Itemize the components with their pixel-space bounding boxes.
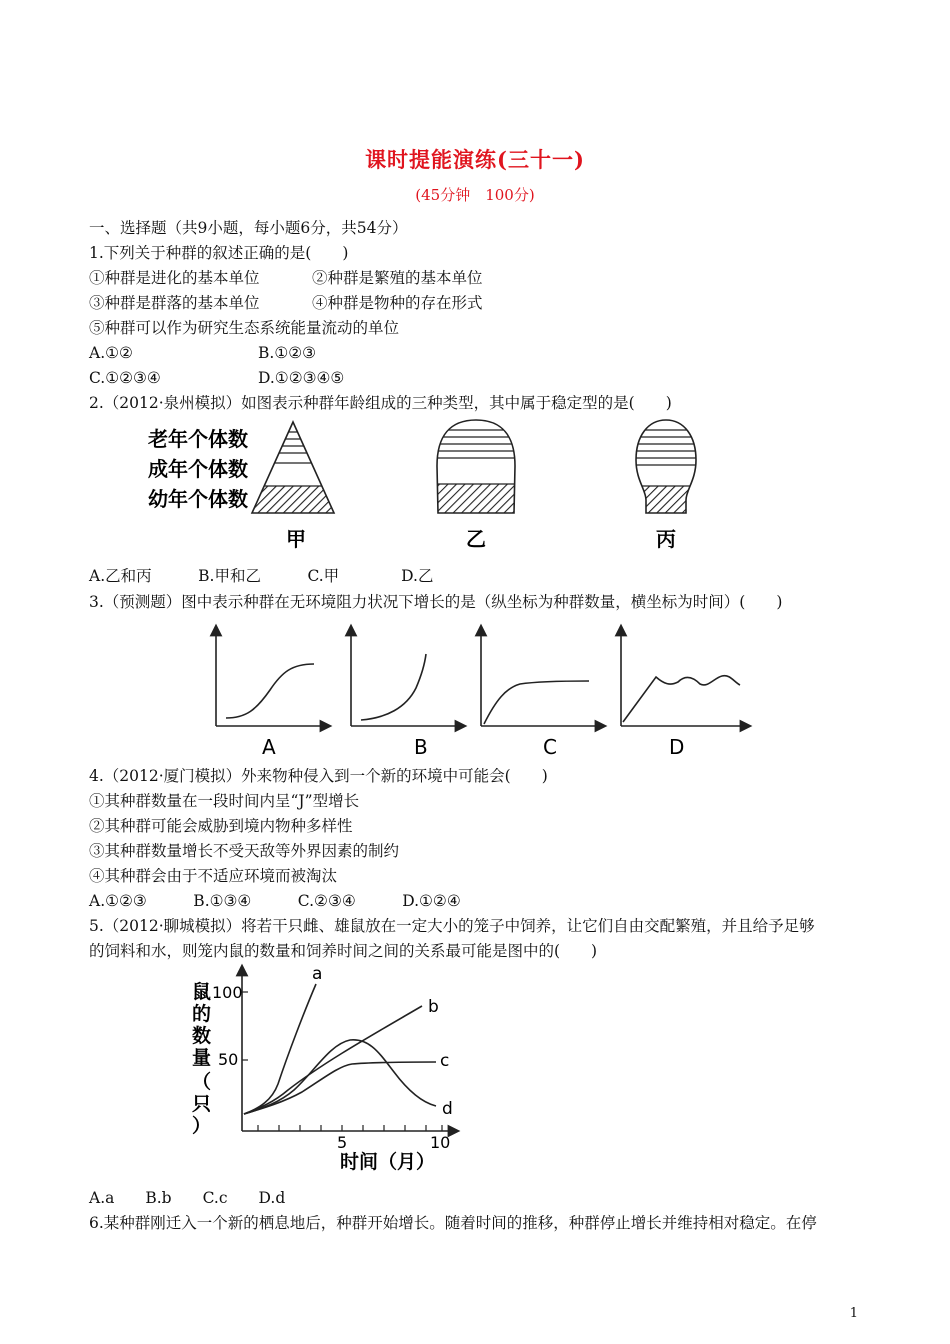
page-number: 1 <box>849 1306 858 1321</box>
label-adult: 成年个体数 <box>148 457 248 481</box>
q4-statement-1: ①其种群数量在一段时间内呈“J”型增长 <box>89 792 360 810</box>
q3-stem: 3.（预测题）图中表示种群在无环境阻力状况下增长的是（纵坐标为种群数量，横坐标为时间）( ) <box>89 593 783 611</box>
x-tick-5: 5 <box>337 1133 348 1152</box>
label-d: D <box>669 735 685 759</box>
q5-stem-line-1: 5.（2012·聊城模拟）将若干只雌、雄鼠放在一定大小的笼子中饲养，让它们自由交配繁殖，并且给予足够 <box>89 917 815 935</box>
q1-statement-2: ②种群是繁殖的基本单位 <box>312 269 483 287</box>
q1-stem: 1.下列关于种群的叙述正确的是( ) <box>89 244 349 262</box>
q4-stem: 4.（2012·厦门模拟）外来物种侵入到一个新的环境中可能会( ) <box>89 767 548 785</box>
growth-curves-figure <box>200 622 760 760</box>
q1-option-c: C.①②③④ <box>89 369 161 387</box>
section-heading: 一、选择题（共9小题，每小题6分，共54分） <box>89 219 408 237</box>
graph-d <box>621 630 746 726</box>
label-bing: 丙 <box>656 527 676 551</box>
page-subtitle: (45分钟 100分) <box>415 186 535 204</box>
label-yi: 乙 <box>466 527 486 551</box>
q5-stem-line-2: 的饲料和水，则笼内鼠的数量和饲养时间之间的关系最可能是图中的( ) <box>89 942 598 960</box>
curve-c-label: c <box>440 1051 450 1071</box>
q1-statement-5: ⑤种群可以作为研究生态系统能量流动的单位 <box>89 319 400 337</box>
label-c: C <box>543 735 557 759</box>
age-structure-figure <box>140 418 700 558</box>
y-axis-label: 鼠的数量（只） <box>192 981 212 1137</box>
label-jia: 甲 <box>286 527 306 551</box>
label-young: 幼年个体数 <box>148 487 248 511</box>
q4-statement-3: ③其种群数量增长不受天敌等外界因素的制约 <box>89 842 400 860</box>
q4-options: A.①②③ B.①③④ C.②③④ D.①②④ <box>89 892 461 910</box>
page-title: 课时提能演练(三十一) <box>365 147 585 172</box>
curve-a <box>244 984 316 1114</box>
x-tick-10: 10 <box>430 1133 451 1152</box>
label-b: B <box>414 735 428 759</box>
label-a: A <box>262 735 276 759</box>
pyramid-bing <box>630 420 700 514</box>
q2-options: A.乙和丙 B.甲和乙 C.甲 D.乙 <box>89 567 434 585</box>
graph-b <box>351 630 461 726</box>
q5-options: A.a B.b C.c D.d <box>89 1189 286 1207</box>
x-axis-label: 时间（月） <box>340 1151 436 1173</box>
mouse-population-figure <box>184 962 474 1182</box>
curve-a-label: a <box>312 964 323 984</box>
q4-statement-4: ④其种群会由于不适应环境而被淘汰 <box>89 867 338 885</box>
pyramid-yi <box>430 420 520 514</box>
y-tick-100: 100 <box>212 983 243 1002</box>
pyramid-jia <box>240 422 350 513</box>
graph-c <box>481 630 601 726</box>
q1-statement-4: ④种群是物种的存在形式 <box>312 294 483 312</box>
q4-statement-2: ②其种群可能会威胁到境内物种多样性 <box>89 817 353 835</box>
graph-a <box>216 630 326 726</box>
y-tick-50: 50 <box>218 1050 239 1069</box>
curve-d-label: d <box>442 1099 453 1119</box>
q1-statement-1: ①种群是进化的基本单位 <box>89 269 260 287</box>
curve-d <box>244 1040 436 1114</box>
curve-b-label: b <box>428 997 439 1017</box>
q1-option-a: A.①② <box>89 344 133 362</box>
q6-stem: 6.某种群刚迁入一个新的栖息地后，种群开始增长。随着时间的推移，种群停止增长并维持相对稳定。在停 <box>89 1214 817 1232</box>
q1-option-b: B.①②③ <box>258 344 317 362</box>
q1-statement-3: ③种群是群落的基本单位 <box>89 294 260 312</box>
q2-stem: 2.（2012·泉州模拟）如图表示种群年龄组成的三种类型，其中属于稳定型的是( ) <box>89 394 672 412</box>
label-old: 老年个体数 <box>148 427 248 451</box>
q1-option-d: D.①②③④⑤ <box>258 369 345 387</box>
